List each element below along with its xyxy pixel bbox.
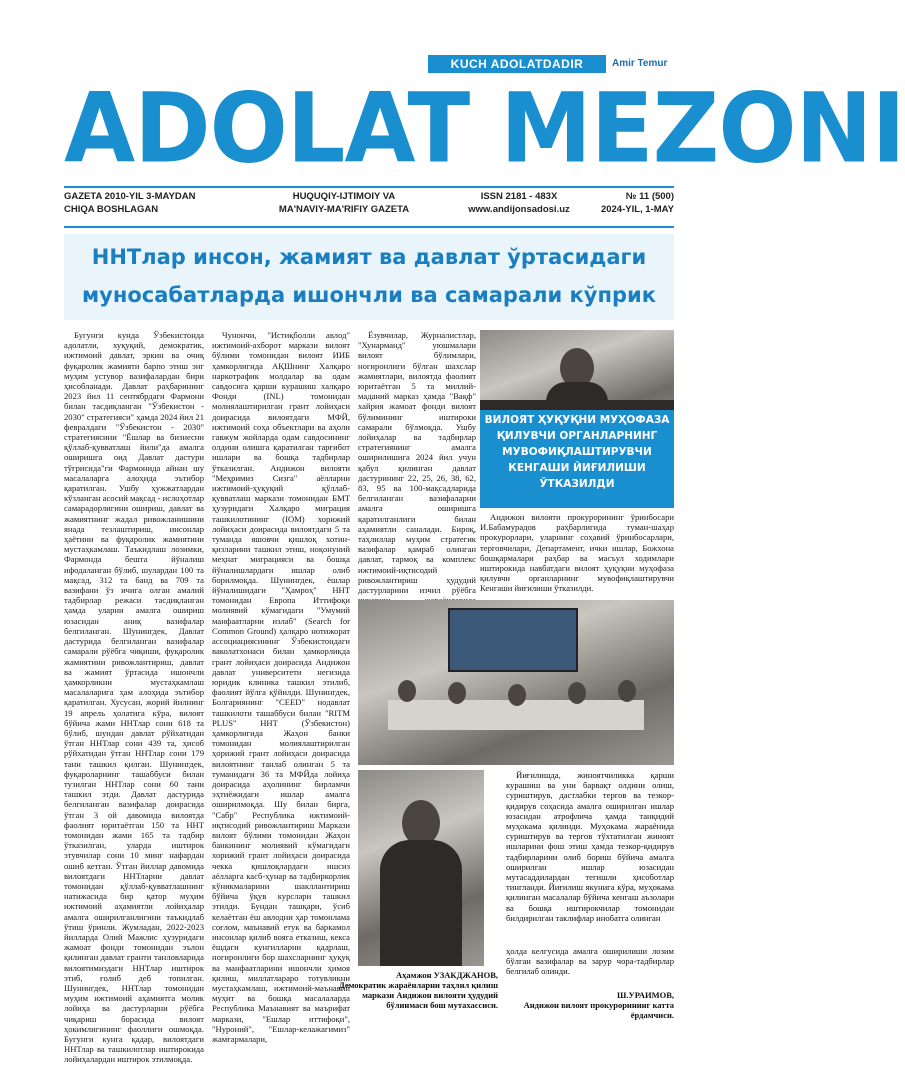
article2-body-text: Йиғилишда, жиноятчиликка қарши курашиш ва уни барвақт олдини олиш, суриштирув, дастлабки тергов ва тезкор-қидирув соҳасида амалга оширилган ишлар юзасидан атрофлича ҳамда танқидий муҳокама қилинди. Муҳокама жараёнида суриштирув ва тергов тўхтатилган жиноят ишларини фош этиш ҳамда тезкор-қидирув тадбирларини олиб бориш бўйича амалга оширилган ишлар юзасидан мутасаддилардан тегишли ҳисоботлар тингланди. Йиғилиш якунига кўра, муҳокама қилинган масалалар бўйича кенгаш аъзолари ва бошқа иштирокчилар томонидан билдирилган таклифлар инобатга олинган	[506, 770, 674, 923]
paper-type	[264, 190, 424, 216]
article1-author-name: Аҳамжон УЗАКДЖАНОВ,	[396, 970, 498, 980]
article2-author-role: Андижон вилоят прокурорининг катта ёрдамчиси.	[523, 1000, 674, 1020]
article1-column-1	[64, 330, 205, 1065]
article1-column-2	[212, 330, 350, 1045]
published-line: CHIQA BOSHLAGAN	[64, 204, 159, 215]
tagline-bar: KUCH ADOLATDADIR	[428, 55, 606, 73]
type-line-1: HUQUQIY-IJTIMOIY VA	[292, 191, 396, 202]
newspaper-title: ADOLAT MEZONI	[64, 72, 905, 185]
article1-text-3: Ёзувчилар, Журналистлар, "Хунарманд" уюшмалари вилоят бўлимлари, ногиронлиги бўлган шахслар жамиятлари, вилоятда фаолият юритаётган 5 та миллий-маданий марказ ҳамда "Вақф" хайрия жамоат фонди вилоят бўлимининг иштироки самарали бўлмоқда. Ушбу лойиҳалар ва тадбирлар стратегиянинг амалга оширилишига 2024 йил учун қабул қилинган давлат дастурининг 22, 25, 26, 38, 62, 83, 95 ва 100-мақсадларида белгиланган вазифаларни амалга оширишга қаратилганлиги билан аҳамиятли саналади. Бироқ, таҳлиллар муҳим стратегик вазифалар қамраб олинган давлат, тармоқ ва комплекс ижтимоий-иқтисодий ривожлантириш ҳудудий дастурларини изчил рўёбга	[358, 330, 476, 596]
article1-headline: ННТлар инсон, жамият ва давлат ўртасидаги муносабатларда ишончли ва самарали кўприк	[64, 234, 674, 320]
article2-author-name: Ш.УРАИМОВ,	[617, 990, 674, 1000]
author-portrait-photo	[358, 770, 484, 966]
article1-author-role: Демократик жараёнларни таҳлил қилиш маркази Андижон вилояти ҳудудий бўлинмаси бош мутахассиси.	[338, 980, 498, 1010]
founded-info	[64, 190, 195, 216]
article2-body-end-text: ҳолда келгусида амалга оширилиши лозим бўлган вазифалар ва зарур чора-тадбирлар белгилаб олинди.	[506, 946, 674, 977]
article1-author-caption	[338, 970, 498, 1010]
article2-intro	[480, 512, 674, 600]
website-link[interactable]: www.andijonsadosi.uz	[468, 204, 570, 215]
meeting-photo-room	[358, 600, 674, 765]
article2-headline: ВИЛОЯТ ҲУҚУҚНИ МУҲОФАЗА ҚИЛУВЧИ ОРГАНЛАРНИНГ МУВОФИҚЛАШТИРУВЧИ КЕНГАШИ ЙИҒИЛИШИ ЎТКАЗИЛДИ	[480, 410, 674, 508]
founded-line: GAZETA 2010-YIL 3-MAYDAN	[64, 191, 196, 202]
issn-info	[454, 190, 584, 216]
tagline-author: Amir Temur	[612, 58, 668, 69]
article2-author-caption	[506, 990, 674, 1020]
article1-text-2: Чунончи, "Истиқболли авлод" ижтимоий-ахборот маркази вилоят бўлими томонидан вилоят ИИБ ҳамкорлигида АҚШнинг Халқаро наркотрафик молдалар ва одам савдосига қарши курашиш халқаро Фонди (INL) томонидан молиялаштирилган грант лойиҳаси доирасида вилоятдаги МФЙ, ижтимоий соҳа объектлари ва аҳоли гавжум жойларда одам савдосининг олдини олишга қаратилган тарғибот ишлари ва бошқа тадбирлар ўтказилган. Андижон вилояти "Меҳримиз Сизга" аёлларни ижтимоий-ҳуқуқий қўллаб-қувватлаш маркази томонидан БМТ ҳузуридаги Халқаро миграция ташкилотининг (IOM) хорижий лойиҳаси доирасида вилоятдаги 5 та туманда яшовчи қишлоқ хотин-қизларини ташкил этиш, ноқонуний меҳнат миграцияси ва бошқа йўналишлардаги ишлар олиб борилмоқда. Шунингдек, ёшлар йўналишидаги "Ҳамроҳ" ННТ томонидан Европа Иттифоқи молиявий кўмагидаги "Умумий манфаатларни излаб" (Search for Common Ground) ҳалқаро нотижорат ассоциациясининг Ўзбекистондаги ваколатхонаси билан ҳамкорликда грант лойиҳаси доирасида Андижон давлат университети негизида юридик клиника ташкил этилиб, фаолият йўлга қўйилди. Шунингдек, Болгариянинг "CEED" нодавлат ташкилоти ташаббуси билан "RITM PLUS" ННТ (Ўзбекистон) ҳамкорлигида Жаҳон банки томонидан молиялаштирилган ҳорижий грант лойиҳаси доирасида вилоятнинг танлаб олинган 5 та туманидаги 36 та МФЙда лойиҳа доирасида аҳолининг бирламчи эҳтиёжидаги ишлар амалга оширилмоқда. Шу билан бирга, "Сабр" Республика ижтимоий-иқтисодий ривожлантириш Маркази вилоят бўлими томонидан Жаҳон банкининг молиявий кўмагидаги хорижий грант лойиҳаси доирасида чекка қишлоқлардаги ишсиз аёлларга касб-ҳунар ва тадбиркорлик кўникмаларини шакллантириш бўйича ўқув курслари ташкил этилди. Бундан ташқари, ўсиб келаётган ёш авлодни ҳар томонлама соғлом, маънавий етук ва баркамол инсонлар қилиб вояга етказиш, кекса ёшдаги кунгилларни қадрлаш, ногиронлиги бор шахсларнинг ҳуқуқ ва манфаатларини ишончли ҳимоя қилиш, миллатлараро тотувликни мустаҳкамлаш, ижтимоий-маънавий муҳит ва бошқа масалаларда Республика Маънавият ва маърифат маркази, "Ешлар иттифоқи", "Нуроний", "Ешлар-келажагимиз" жамғармалари,	[212, 330, 350, 1045]
issue-info	[601, 190, 674, 216]
issue-number: № 11 (500)	[625, 191, 674, 202]
issue-date: 2024-YIL, 1-MAY	[600, 204, 674, 215]
type-line-2: MA'NAVIY-MA'RIFIY GAZETA	[278, 204, 410, 215]
article2-intro-text: Андижон вилояти прокурорининг ўринбосари И.Бабамурадов раҳбарлигида туман-шаҳар прокурорлари, уларнинг соҳавий ўринбосарлари, терговчилари, Департамент, ички ишлар, Божхона бошқармалари раҳбар ва масъул ходимлари иштирокида навбатдаги вилоят ҳуқуқни муҳофаза қилувчи органларнинг мувофиқлаштирувчи Кенгаши йиғилиши ўтказилди.	[480, 512, 674, 594]
top-rule	[64, 186, 674, 188]
issn: ISSN 2181 - 483X	[480, 191, 558, 202]
article2-body-end	[506, 946, 674, 990]
bottom-rule	[64, 226, 674, 228]
article2-body	[506, 770, 674, 923]
masthead-info	[64, 190, 674, 224]
article1-text-1: Бугунги кунда Ўзбекистонда адолатли, хуқуқий, демократик, ижтимоий давлат, эркин ва очиқ фуқаролик жамияти барпо этиш энг муҳим устувор вазифалардан бири ҳисобланади. Давлат раҳбарининг 2023 йил 11 сентябрдаги Фармони билан тасдиқланган "Ўзбекистон - 2030" стратегияси" ҳамда 2024 йил 21 февралдаги "Ўзбекистон - 2030" стратегиясини "Ёшлар ва бизнесни қўллаб-қувватлаш йили"да амалга оширишга оид Давлат дастури тўғрисида"ги Фармонида айнан шу масалаларга алоҳида эътибор қаратилган. Ушбу ҳужжатлардан кўзланган асосий мақсад - ислоҳотлар самарадорлигини ошириш, давлат ва жамиятнинг жадал ривожланишини янада тезлаштириш, инсонлар ҳаётини ва фуқаролик жамиятини мустаҳкамлаш. Таъкидлаш лозимки, Фармонда бешта йўналиш ифодаланган бўлиб, шулардан 100 та мақсад, 312 та банд ва 709 та вазифани ўз ичига олган амалий тадбирлар режаси тасдиқланган ҳамда уларни амалга ошириш юзасидан аниқ вазифалар белгиланган. Шунингдек, Давлат дастурида белгиланган вазифалар самарали рўёбга чиқиши, фуқаролик жамиятини ривожлантириш, давлат ва жамият ўртасида ишончли ҳамкорликни мустаҳкамлаш масалаларига ҳам алоҳида эътибор қаратилган. Хусусан, жорий йилнинг 19 апрель ҳолатига кўра, вилоят бўйича жами ННТлар сони 618 та бўлиб, шундан давлат рўйхатидан ўтган ННТлар сони 439 та, ҳисоб рўйхатидан ўтган ННТлар сони 179 тани ташкил қилган. Шунингдек, фуқароларнинг ташаббуси билан тузилган ННТлар сони 60 тани ташкил этди. Давлат дастурида белгиланган вазифалар доирасида ўтган 3 ой давомида вилоятда фаолият юритаётган 150 та ННТ томонидан жами 165 та тадбир ўтказилган, уларда иштирок этувчилар сони 10 минг нафардан ошиб кетган. Ўтган йиллар давомида вилоятдаги ННТларни давлат томонидан қўллаб-қувватлашнинг натижасида бир қатор муҳим ижтимоий аҳамиятли лойиҳалар амалга оширилганлигини таъкидлаб ўтиш ўринли. Жумладан, 2022-2023 йилларда Олий Мажлис ҳузуридаги жамоат фонди томонидан эълон қилинган давлат гранти танловларида вилоятимиздаги ННТлар иштирок этиб, ғолиб деб топилган. Шунингдек, ННТлар томонидан муҳим ижтимоий аҳамиятга молик лойиҳа ва дастурларни рўёбга чиқариш борасида вилоят ҳокимлигининг фаоллиги ошмоқда. Бугунги кунга қадар, вилоятдаги ННТлар ва ташкилотлар иштирокида лойиҳалардан иштирок этилмоқда.	[64, 330, 205, 1065]
